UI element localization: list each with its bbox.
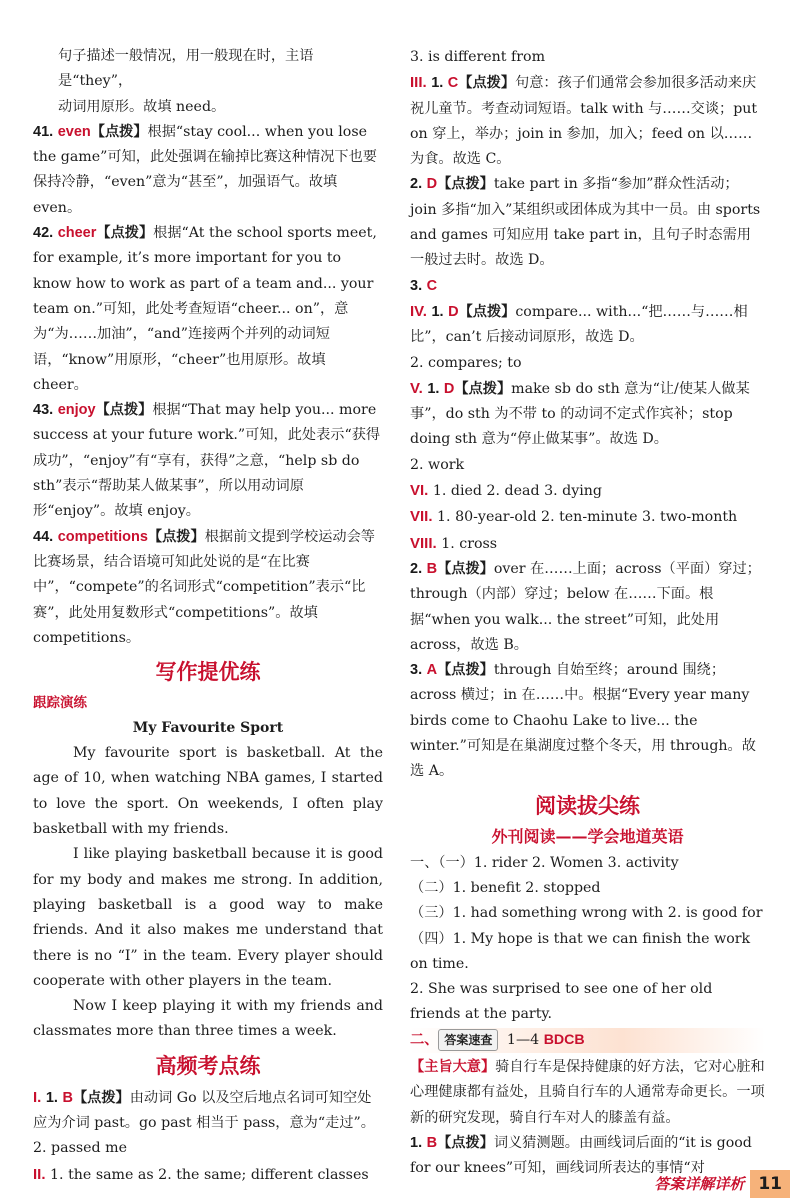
item-3-different: 3. is different from <box>410 49 546 65</box>
item-number: 1. <box>431 303 444 320</box>
item-number: 2. <box>410 176 423 193</box>
quick-answer-row <box>410 1028 765 1053</box>
roman-numeral: II. <box>33 1165 46 1183</box>
item-explanation: 根据“That may help you... more success at your future work.”可知，此处表示“获得成功”，“enjoy”有“享有，获得”之意，“help sb do sth”表示“帮助某人做某事”，所以用动词原形“enjoy”。故填 enjoy。 <box>33 402 381 520</box>
item-explanation: over 在……上面；across（平面）穿过；through（内部）穿过；below 在……下面。根据“when you walk... the street”可知，此处用 across，故选 B。 <box>410 560 761 653</box>
answer-item-43 <box>33 398 383 524</box>
item-number: 41. <box>33 123 54 140</box>
item-number: 42. <box>33 225 54 242</box>
main-idea-text: 骑自行车是保持健康的好方法，它对心脏和心理健康都有益处，且骑自行车的人通常寿命更长。一项新的研究发现，骑自行车对人的膝盖有益。 <box>410 1058 765 1126</box>
item-answer: even <box>57 123 91 140</box>
footer-label: 答案详解详析 <box>654 1175 745 1193</box>
roman-numeral: V. <box>410 379 423 397</box>
roman-numeral: VII. <box>410 508 433 526</box>
item-explanation: 句意：孩子们通常会参加很多活动来庆祝儿童节。考查动词短语。talk with 与……交谈；put on 穿上，举办；join in 参加，加入；feed on 以……为食。故选 C。 <box>410 75 758 168</box>
item-answer: competitions <box>57 528 148 545</box>
item-answer: A <box>426 662 438 679</box>
reading-line: （四）1. My hope is that we can finish the work on time. <box>410 930 751 972</box>
page-number: 11 <box>750 1170 790 1198</box>
section-subtitle-reading: 外刊阅读——学会地道英语 <box>491 826 684 846</box>
item-text: 1. the same as 2. the same; different classes <box>50 1166 369 1183</box>
item-explanation: 根据“stay cool... when you lose the game”可知，此处强调在输掉比赛这种情况下也要保持冷静，“even”意为“甚至”，加强语气。故填 even。 <box>33 123 377 216</box>
section-V-q2: 2. work <box>410 456 465 473</box>
roman-numeral: VIII. <box>410 534 437 552</box>
item-explanation: 词义猜测题。由画线词后面的“it is good for our knees”可知，画线词所表达的事情“对 <box>410 1134 752 1177</box>
tip-label: 【点拨】 <box>454 380 512 397</box>
section-III-q2 <box>410 172 765 273</box>
item-number: 3. <box>410 662 423 679</box>
tip-label: 【点拨】 <box>147 528 205 545</box>
reading-line: 一、（一）1. rider 2. Women 3. activity <box>410 854 679 871</box>
roman-numeral: IV. <box>410 302 427 320</box>
section-title-frequent: 高频考点练 <box>155 1053 261 1078</box>
item-number: 2. <box>410 560 423 577</box>
section-III-q1 <box>410 70 765 172</box>
tip-label: 【点拨】 <box>72 1089 130 1106</box>
item-number: 1. <box>431 75 444 92</box>
item-number: 1. <box>410 1134 423 1151</box>
item-explanation: make sb do sth 意为“让/使某人做某事”，do sth 为不带 to 的动词不定式作宾补；stop doing sth 意为“停止做某事”。故选 D。 <box>410 380 750 448</box>
quick-answer-range: 1—4 <box>506 1031 540 1048</box>
essay-paragraph: My favourite sport is basketball. At the age of 10, when watching NBA games, I started to love the sport. On weekends, I often play basketball with my friends. <box>33 745 383 838</box>
roman-numeral: VI. <box>410 482 429 500</box>
item-answer: D <box>443 380 455 397</box>
item-answer: D <box>448 303 459 320</box>
tip-label: 【点拨】 <box>458 303 516 320</box>
reading-line: （二）1. benefit 2. stopped <box>410 879 601 896</box>
item-text: 1. 80-year-old 2. ten-minute 3. two-month <box>437 509 738 526</box>
section-title-reading: 阅读拔尖练 <box>535 793 640 818</box>
tip-label: 【点拨】 <box>96 225 154 242</box>
answer-item-42 <box>33 221 383 398</box>
roman-numeral: I. <box>33 1088 42 1106</box>
item-text: 1. died 2. dead 3. dying <box>432 483 602 500</box>
section-VIII-q1 <box>410 531 765 557</box>
left-column <box>33 44 383 1188</box>
item-explanation: compare... with...“把……与……相比”，can’t 后接动词原形，故选 D。 <box>410 303 748 346</box>
quick-answer-value: BDCB <box>543 1031 585 1048</box>
essay-paragraph: I like playing basketball because it is good for my body and makes me strong. In addition, playing basketball is a good way to make friends. And it also makes me understand that there is no “I” in the team. Every player should cooperate with other players in the team. <box>33 846 383 989</box>
right-column <box>410 45 765 1181</box>
tip-label: 【点拨】 <box>95 402 153 419</box>
tip-label: 【点拨】 <box>458 75 516 92</box>
tip-label: 【点拨】 <box>437 176 494 193</box>
essay-paragraph: Now I keep playing it with my friends and classmates more than three times a week. <box>33 998 383 1040</box>
section-VIII-q2 <box>410 557 765 658</box>
section-IV-q1 <box>410 299 765 351</box>
section-VIII-q3 <box>410 658 765 784</box>
tip-label: 【点拨】 <box>437 662 494 679</box>
item-text: 1. cross <box>441 535 498 552</box>
item-explanation: take part in 多指“参加”群众性活动；join 多指“加入”某组织或团体成为其中一员。由 sports and games 可知应用 take part in，且句子时态需用一般过去时。故选 D。 <box>410 176 761 269</box>
item-answer: cheer <box>57 225 97 242</box>
trace-practice-label: 跟踪演练 <box>33 695 87 712</box>
section-title-writing: 写作提优练 <box>155 660 261 685</box>
tip-label: 【点拨】 <box>437 560 494 577</box>
reading-line: （三）1. had something wrong with 2. is good for <box>410 905 763 922</box>
item-number: 43. <box>33 402 54 419</box>
roman-numeral: III. <box>410 74 427 92</box>
item-number: 44. <box>33 528 54 545</box>
quick-answer-badge: 答案速查 <box>438 1029 498 1051</box>
section-VI <box>410 478 765 504</box>
item-explanation: 根据“At the school sports meet, for example, it’s more important for you to know how to work as part of a team and... your team on.”可知，此处考查短语“cheer... on”，意为“为……加油”，“and”连接两个并列的动词短语，“know”用原形，“cheer”也用原形。故填 cheer。 <box>33 225 377 393</box>
tip-label: 【点拨】 <box>90 123 148 140</box>
item-answer: C <box>426 277 438 294</box>
item-number: 1. <box>45 1089 58 1106</box>
answer-item-44 <box>33 525 383 651</box>
section-two-label: 二、 <box>410 1031 439 1048</box>
item-answer: enjoy <box>57 402 96 419</box>
freq-item-II <box>33 1162 383 1188</box>
freq-item-I-2: 2. passed me <box>33 1140 127 1157</box>
item-explanation: 由动词 Go 以及空后地点名词可知空处应为介词 past。go past 相当于 pass，意为“走过”。 <box>33 1089 375 1131</box>
item-answer: B <box>426 1134 438 1151</box>
item-answer: C <box>447 75 459 92</box>
section-VII <box>410 504 765 530</box>
section-IV-q2: 2. compares; to <box>410 354 522 371</box>
item-explanation: through 自始至终；around 围绕；across 横过；in 在……中。根据“Every year many birds come to Chaohu Lake to live... the winter.”可知是在巢湖度过整个冬天，用 through。故选 A。 <box>410 662 756 780</box>
section-III-q3 <box>410 274 765 299</box>
continued-text: 动词用原形。故填 need。 <box>58 98 226 115</box>
freq-item-I-1 <box>33 1085 383 1137</box>
answer-item-41 <box>33 120 383 221</box>
reading-line: 2. She was surprised to see one of her old friends at the party. <box>410 981 713 1023</box>
main-idea-tag: 【主旨大意】 <box>410 1058 496 1075</box>
continued-text: 句子描述一般情况，用一般现在时，主语是“they”， <box>58 48 314 90</box>
item-answer: B <box>62 1089 73 1106</box>
main-idea <box>410 1055 765 1131</box>
page-footer <box>654 1170 790 1198</box>
item-answer: B <box>426 560 438 577</box>
tip-label: 【点拨】 <box>437 1134 494 1151</box>
section-V-q1 <box>410 376 765 453</box>
item-answer: D <box>426 176 438 193</box>
item-number: 1. <box>427 380 440 397</box>
item-number: 3. <box>410 277 423 294</box>
item-explanation: 根据前文提到学校运动会等比赛场景，结合语境可知此处说的是“在比赛中”，“compete”的名词形式“competition”表示“比赛”，此处用复数形式“competitions”。故填 competitions。 <box>33 528 375 646</box>
essay-title: My Favourite Sport <box>132 720 284 737</box>
essay-body <box>33 741 383 1045</box>
